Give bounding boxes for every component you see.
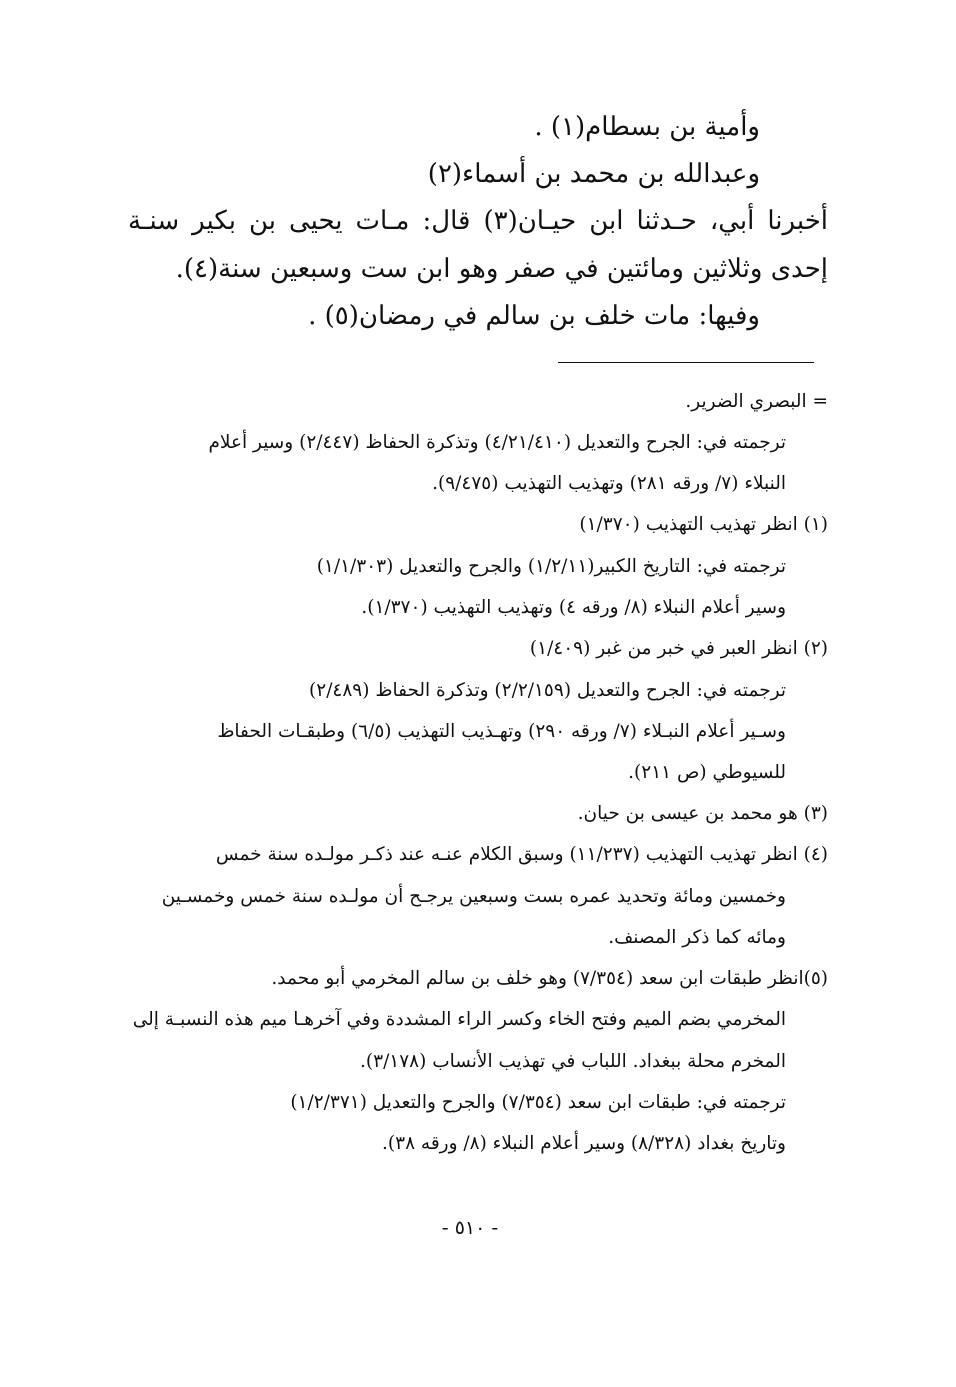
footnote-line: المخرم محلة ببغداد. اللباب في تهذيب الأنساب (٣/١٧٨). — [360, 1051, 786, 1072]
page-number: - ٥١٠ - — [441, 1217, 499, 1239]
footnote-1: (١) انظر تهذيب التهذيب (١/٣٧٠) — [579, 514, 828, 535]
footnote-line: المخرمي بضم الميم وفتح الخاء وكسر الراء المشددة وفي آخرهـا ميم هذه النسبـة إلى — [132, 1009, 786, 1030]
footnote-line: ترجمته في: الجرح والتعديل (٢/٢/١٥٩) وتذكرة الحفاظ (٢/٤٨٩) — [309, 680, 786, 701]
footnote-2: (٢) انظر العبر في خبر من غبر (١/٤٠٩) — [529, 638, 828, 659]
main-text-line-2: وعبدالله بن محمد بن أسماء(٢) — [427, 159, 760, 189]
main-text-line-1: وأمية بن بسطام(١) . — [534, 112, 760, 142]
footnote-line: وخمسين ومائة وتحديد عمره بست وسبعين يرجـح أن مولـده سنة خمس وخمسـين — [161, 886, 786, 907]
footnote-line: ترجمته في: التاريخ الكبير(١/٢/١١) والجرح والتعديل (١/١/٣٠٣) — [316, 556, 786, 577]
footnote-line: وسير أعلام النبلاء (٨/ ورقه ٤) وتهذيب التهذيب (١/٣٧٠). — [361, 597, 786, 618]
footnote-line: ومائه كما ذكر المصنف. — [608, 927, 786, 948]
footnote-3: (٣) هو محمد بن عيسى بن حيان. — [577, 803, 828, 824]
footnote-line: للسيوطي (ص ٢١١). — [628, 762, 786, 783]
footnote-line: ترجمته في: الجرح والتعديل (٤/٢١/٤١٠) وتذكرة الحفاظ (٢/٤٤٧) وسير أعلام — [208, 432, 786, 453]
main-text-line-5: وفيها: مات خلف بن سالم في رمضان(٥) . — [308, 301, 760, 331]
main-text-line-4: إحدى وثلاثين ومائتين في صفر وهو ابن ست وسبعين سنة(٤). — [175, 254, 828, 284]
footnote-line: = البصري الضرير. — [685, 391, 828, 412]
footnote-separator — [558, 362, 814, 363]
footnote-4: (٤) انظر تهذيب التهذيب (١١/٢٣٧) وسبق الكلام عنـه عند ذكـر مولـده سنة خمس — [215, 844, 828, 865]
main-text-line-3: أخبرنا أبي، حـدثنا ابن حيـان(٣) قال: مـات يحيى بن بكير سنـة — [128, 206, 828, 236]
footnote-5: (٥)انظر طبقات ابن سعد (٧/٣٥٤) وهو خلف بن سالم المخرمي أبو محمد. — [271, 968, 828, 989]
footnote-line: وتاريخ بغداد (٨/٣٢٨) وسير أعلام النبلاء (٨/ ورقه ٣٨). — [382, 1133, 786, 1154]
footnote-line: ترجمته في: طبقات ابن سعد (٧/٣٥٤) والجرح والتعديل (١/٢/٣٧١) — [290, 1092, 786, 1113]
footnote-line: النبلاء (٧/ ورقه ٢٨١) وتهذيب التهذيب (٩/٤٧٥). — [432, 473, 786, 494]
footnote-line: وسـير أعلام النبـلاء (٧/ ورقه ٢٩٠) وتهـذيب التهذيب (٦/٥) وطبقـات الحفاظ — [217, 721, 786, 742]
